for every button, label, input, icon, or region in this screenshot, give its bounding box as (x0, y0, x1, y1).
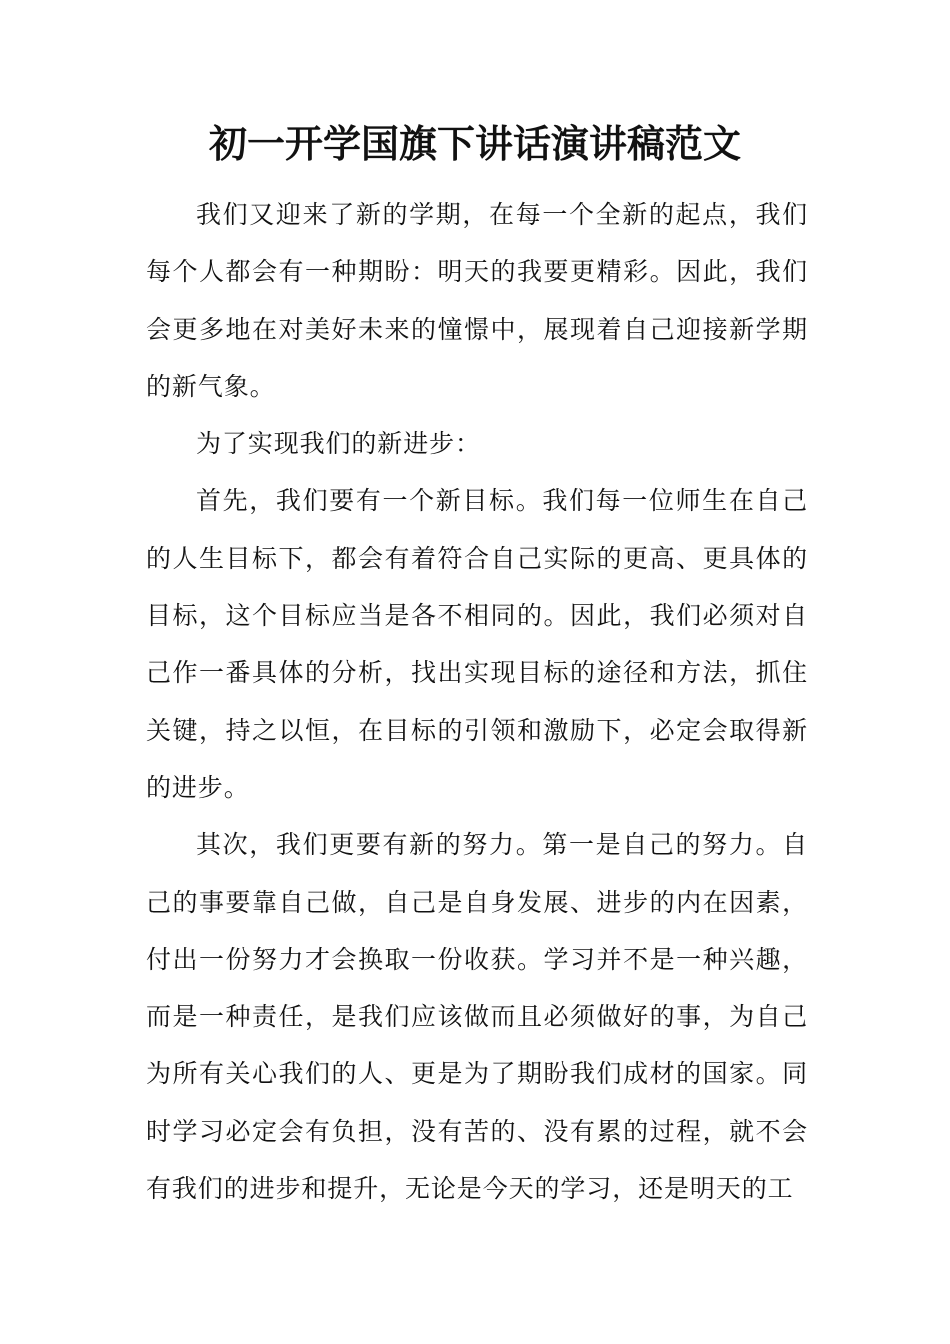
paragraph-second-effort: 其次，我们更要有新的努力。第一是自己的努力。自己的事要靠自己做，自己是自身发展、进步的内在因素，付出一份努力才会换取一份收获。学习并不是一种兴趣，而是一种责任，是我们应该做而且必须做好的事，为自己为所有关心我们的人、更是为了期盼我们成材的国家。同时学习必定会有负担，没有苦的、没有累的过程，就不会有我们的进步和提升，无论是今天的学习，还是明天的工 (146, 830, 808, 1204)
paragraph-progress-lead: 为了实现我们的新进步： (196, 429, 481, 459)
paragraph-first-goal: 首先，我们要有一个新目标。我们每一位师生在自己的人生目标下，都会有着符合自己实际的更高、更具体的目标，这个目标应当是各不相同的。因此，我们必须对自己作一番具体的分析，找出实现目标的途径和方法，抓住关键，持之以恒，在目标的引领和激励下，必定会取得新的进步。 (146, 486, 808, 802)
document-title: 初一开学国旗下讲话演讲稿范文 (208, 121, 741, 166)
paragraph-intro: 我们又迎来了新的学期，在每一个全新的起点，我们每个人都会有一种期盼：明天的我要更精彩。因此，我们会更多地在对美好未来的憧憬中，展现着自己迎接新学期的新气象。 (146, 200, 808, 401)
document-body (146, 186, 808, 1217)
